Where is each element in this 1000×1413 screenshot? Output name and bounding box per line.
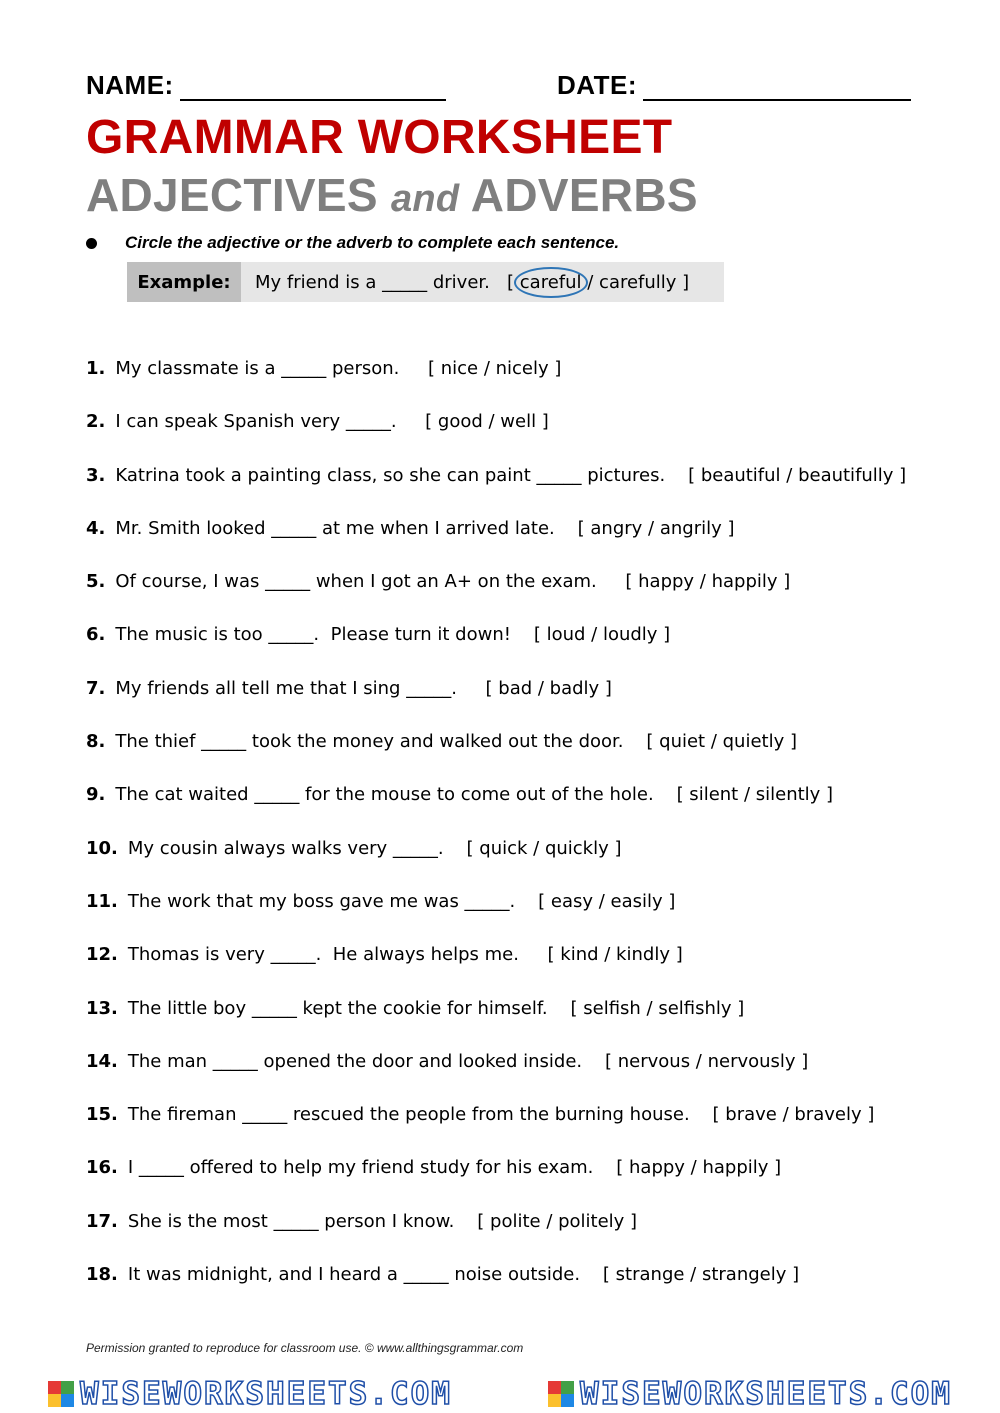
question-number: 4. — [86, 517, 106, 539]
bullet-icon — [86, 238, 97, 249]
question-item[interactable] — [86, 1258, 906, 1311]
permission-footer: Permission granted to reproduce for classroom use. © www.allthingsgrammar.com — [86, 1341, 524, 1355]
name-field[interactable] — [86, 70, 446, 101]
question-number: 13. — [86, 997, 118, 1019]
wise-logo-icon — [48, 1381, 74, 1407]
question-number: 5. — [86, 571, 106, 593]
question-number: 2. — [86, 411, 106, 433]
question-item[interactable] — [86, 618, 906, 671]
question-text[interactable]: The work that my boss gave me was _____. [ easy / easily ] — [127, 890, 676, 912]
example-sentence-rest: / carefully ] — [581, 271, 690, 293]
question-number: 10. — [86, 837, 118, 859]
question-text[interactable]: My friends all tell me that I sing _____. [ bad / badly ] — [115, 677, 612, 699]
question-text[interactable]: The man _____ opened the door and looked inside. [ nervous / nervously ] — [127, 1050, 809, 1072]
date-field[interactable] — [557, 70, 911, 101]
question-text[interactable]: The thief _____ took the money and walked out the door. [ quiet / quietly ] — [115, 731, 797, 753]
question-item[interactable] — [86, 938, 906, 991]
question-number: 8. — [86, 731, 106, 753]
question-item[interactable] — [86, 405, 906, 458]
question-number: 12. — [86, 944, 118, 966]
subtitle-adverbs: ADVERBS — [470, 169, 698, 221]
question-number: 9. — [86, 784, 106, 806]
question-item[interactable] — [86, 1151, 906, 1204]
name-blank-line[interactable] — [180, 75, 446, 101]
instruction-text: Circle the adjective or the adverb to complete each sentence. — [125, 233, 620, 252]
question-number: 3. — [86, 464, 106, 486]
example-sentence — [255, 272, 689, 293]
example-circled-answer: careful — [519, 271, 582, 293]
question-number: 7. — [86, 677, 106, 699]
question-number: 11. — [86, 890, 118, 912]
question-text[interactable]: The little boy _____ kept the cookie for himself. [ selfish / selfishly ] — [127, 997, 745, 1019]
question-item[interactable] — [86, 352, 906, 405]
question-text[interactable]: My classmate is a _____ person. [ nice / nicely ] — [115, 358, 562, 379]
question-text[interactable]: The fireman _____ rescued the people from the burning house. [ brave / bravely ] — [127, 1104, 875, 1126]
watermark-banner — [0, 1374, 1000, 1413]
question-number: 17. — [86, 1210, 118, 1232]
question-text[interactable]: Katrina took a painting class, so she can paint _____ pictures. [ beautiful / beautifully ] — [115, 464, 907, 486]
example-box — [127, 262, 724, 302]
wise-logo-icon — [548, 1381, 574, 1407]
question-text[interactable]: She is the most _____ person I know. [ polite / politely ] — [127, 1210, 638, 1232]
example-label: Example: — [127, 262, 241, 302]
subtitle-adjectives: ADJECTIVES — [86, 169, 378, 221]
question-text[interactable]: Mr. Smith looked _____ at me when I arrived late. [ angry / angrily ] — [115, 517, 735, 539]
question-list — [86, 352, 906, 1311]
question-number: 6. — [86, 624, 106, 646]
question-text[interactable]: I _____ offered to help my friend study for his exam. [ happy / happily ] — [127, 1157, 782, 1179]
question-item[interactable] — [86, 1045, 906, 1098]
watermark-right — [548, 1376, 952, 1412]
question-text[interactable]: I can speak Spanish very _____. [ good / well ] — [115, 411, 549, 433]
question-number: 1. — [86, 358, 106, 379]
worksheet-subtitle — [86, 168, 698, 222]
worksheet-title: GRAMMAR WORKSHEET — [86, 111, 673, 164]
date-label: DATE: — [557, 70, 638, 100]
question-item[interactable] — [86, 1205, 906, 1258]
watermark-text: WISEWORKSHEETS.COM — [80, 1375, 452, 1412]
question-text[interactable]: Thomas is very _____. He always helps me. [ kind / kindly ] — [127, 944, 683, 966]
question-text[interactable]: Of course, I was _____ when I got an A+ on the exam. [ happy / happily ] — [115, 571, 791, 593]
question-item[interactable] — [86, 832, 906, 885]
question-item[interactable] — [86, 885, 906, 938]
question-item[interactable] — [86, 565, 906, 618]
question-text[interactable]: The cat waited _____ for the mouse to come out of the hole. [ silent / silently ] — [115, 784, 834, 806]
question-item[interactable] — [86, 512, 906, 565]
question-item[interactable] — [86, 725, 906, 778]
question-number: 15. — [86, 1104, 118, 1126]
subtitle-and: and — [390, 178, 460, 220]
name-label: NAME: — [86, 70, 174, 100]
question-text[interactable]: The music is too _____. Please turn it down! [ loud / loudly ] — [115, 624, 671, 646]
question-number: 14. — [86, 1050, 118, 1072]
question-item[interactable] — [86, 992, 906, 1045]
question-number: 18. — [86, 1264, 118, 1286]
question-item[interactable] — [86, 459, 906, 512]
example-sentence-text: My friend is a _____ driver. [ — [255, 271, 520, 293]
date-blank-line[interactable] — [643, 75, 911, 101]
question-text[interactable]: My cousin always walks very _____. [ quick / quickly ] — [127, 837, 622, 859]
watermark-text: WISEWORKSHEETS.COM — [580, 1375, 952, 1412]
question-item[interactable] — [86, 778, 906, 831]
question-item[interactable] — [86, 1098, 906, 1151]
question-item[interactable] — [86, 672, 906, 725]
watermark-left — [48, 1376, 452, 1412]
question-number: 16. — [86, 1157, 118, 1179]
instruction — [86, 233, 619, 253]
question-text[interactable]: It was midnight, and I heard a _____ noise outside. [ strange / strangely ] — [127, 1264, 800, 1286]
